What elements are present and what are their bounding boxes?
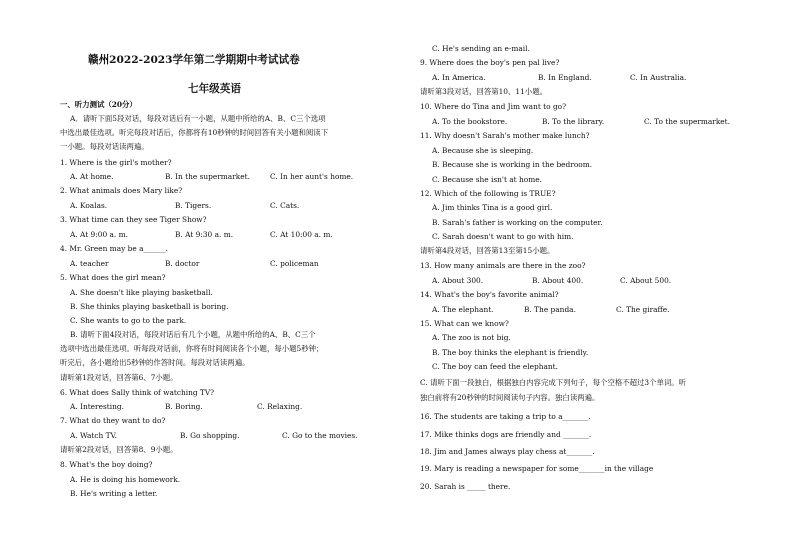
option-4b[interactable]: B. doctor: [165, 259, 200, 268]
dialogue-3-prompt: 请听第3段对话，回答第10、11小题。: [420, 87, 547, 96]
option-12c[interactable]: C. Sarah doesn't want to go with him.: [432, 232, 574, 241]
option-5a[interactable]: A. She doesn't like playing basketball.: [70, 288, 213, 297]
option-9b[interactable]: B. In England.: [538, 73, 592, 82]
option-4a[interactable]: A. teacher: [70, 259, 109, 268]
page-title: 赣州2022-2023学年第二学期期中考试试卷: [88, 54, 300, 66]
option-7c[interactable]: C. Go to the movies.: [282, 431, 358, 440]
option-1b[interactable]: B. In the supermarket.: [165, 172, 250, 181]
question-13: 13. How many animals are there in the zoo?: [420, 261, 586, 270]
option-13c[interactable]: C. About 500.: [620, 276, 672, 285]
option-12b[interactable]: B. Sarah's father is working on the computer.: [432, 218, 603, 227]
question-9: 9. Where does the boy's pen pal live?: [420, 58, 560, 67]
option-2c[interactable]: C. Cats.: [270, 201, 300, 210]
question-16: 16. The students are taking a trip to a_______.: [420, 412, 591, 421]
part-c-instructions-line: C. 请听下面一段独白，根据独白内容完成下列句子，每个空格不超过3个单词。听: [420, 378, 687, 387]
question-2: 2. What animals does Mary like?: [60, 186, 183, 195]
option-8a[interactable]: A. He is doing his homework.: [70, 475, 181, 484]
option-10b[interactable]: B. To the library.: [542, 117, 605, 126]
option-2b[interactable]: B. Tigers.: [175, 201, 212, 210]
option-6b[interactable]: B. Boring.: [165, 402, 203, 411]
option-14b[interactable]: B. The panda.: [524, 305, 576, 314]
question-6: 6. What does Sally think of watching TV?: [60, 388, 215, 397]
option-11b[interactable]: B. Because she is working in the bedroom.: [432, 160, 593, 169]
question-4: 4. Mr. Green may be a______.: [60, 244, 169, 253]
option-13b[interactable]: B. About 400.: [532, 276, 584, 285]
question-8: 8. What's the boy doing?: [60, 460, 153, 469]
question-19: 19. Mary is reading a newspaper for some_______in the village: [420, 464, 654, 473]
part-a-instructions-line: 一小题。每段对话读两遍。: [60, 142, 149, 151]
dialogue-4-prompt: 请听第4段对话，回答第13至第15小题。: [420, 246, 555, 255]
option-14c[interactable]: C. The giraffe.: [616, 305, 670, 314]
question-1: 1. Where is the girl's mother?: [60, 158, 172, 167]
page-subtitle: 七年级英语: [188, 83, 241, 95]
option-8c[interactable]: C. He's sending an e-mail.: [432, 44, 530, 53]
option-5b[interactable]: B. She thinks playing basketball is boring.: [70, 302, 229, 311]
question-5: 5. What does the girl mean?: [60, 273, 166, 282]
option-1c[interactable]: C. In her aunt's home.: [270, 172, 354, 181]
question-7: 7. What do they want to do?: [60, 416, 166, 425]
option-15b[interactable]: B. The boy thinks the elephant is friendly.: [432, 348, 589, 357]
option-15a[interactable]: A. The zoo is not big.: [432, 333, 511, 342]
question-18: 18. Jim and James always play chess at_______.: [420, 447, 595, 456]
part-b-instructions-line: 听完后，各小题给出5秒钟的作答时间。每段对话读两遍。: [60, 358, 250, 367]
part-b-instructions-line: 选项中选出最佳选项。听每段对话前，你将有时间阅读各个小题，每小题5秒钟；: [60, 344, 324, 353]
section-heading-listening: 一、听力测试（20分）: [60, 100, 137, 109]
option-11c[interactable]: C. Because she isn't at home.: [432, 175, 542, 184]
option-1a[interactable]: A. At home.: [70, 172, 114, 181]
dialogue-2-prompt: 请听第2段对话，回答第8、9小题。: [60, 445, 178, 454]
option-6a[interactable]: A. Interesting.: [70, 402, 124, 411]
question-3: 3. What time can they see Tiger Show?: [60, 215, 207, 224]
part-c-instructions-line: 独白前将有20秒钟的时间阅读句子内容。独白读两遍。: [420, 393, 600, 402]
option-4c[interactable]: C. policeman: [270, 259, 319, 268]
option-10c[interactable]: C. To the supermarket.: [644, 117, 731, 126]
question-14: 14. What's the boy's favorite animal?: [420, 290, 559, 299]
question-11: 11. Why doesn't Sarah's mother make lunch?: [420, 131, 590, 140]
option-7b[interactable]: B. Go shopping.: [180, 431, 240, 440]
part-a-instructions-line: 中选出最佳选项。听完每段对话后，你都将有10秒钟的时间回答有关小题和阅读下: [60, 128, 329, 137]
option-11a[interactable]: A. Because she is sleeping.: [432, 146, 534, 155]
option-14a[interactable]: A. The elephant.: [432, 305, 494, 314]
option-15c[interactable]: C. The boy can feed the elephant.: [432, 362, 558, 371]
part-a-instructions-line: A．请听下面5段对话，每段对话后有一小题，从题中所给的A、B、C三个选项: [70, 114, 326, 123]
option-2a[interactable]: A. Koalas.: [70, 201, 108, 210]
question-17: 17. Mike thinks dogs are friendly and _______.: [420, 430, 592, 439]
option-3a[interactable]: A. At 9:00 a. m.: [70, 230, 128, 239]
option-9a[interactable]: A. In America.: [432, 73, 486, 82]
question-20: 20. Sarah is _____ there.: [420, 482, 511, 491]
option-3b[interactable]: B. At 9:30 a. m.: [175, 230, 234, 239]
part-b-instructions-line: B. 请听下面4段对话，每段对话后有几个小题，从题中所给的A、B、C三个: [70, 330, 316, 339]
option-6c[interactable]: C. Relaxing.: [257, 402, 303, 411]
option-10a[interactable]: A. To the bookstore.: [432, 117, 508, 126]
option-9c[interactable]: C. In Australia.: [630, 73, 687, 82]
option-5c[interactable]: C. She wants to go to the park.: [70, 316, 187, 325]
option-7a[interactable]: A. Watch TV.: [70, 431, 117, 440]
question-10: 10. Where do Tina and Jim want to go?: [420, 102, 567, 111]
question-12: 12. Which of the following is TRUE?: [420, 189, 556, 198]
option-8b[interactable]: B. He's writing a letter.: [70, 489, 158, 498]
option-3c[interactable]: C. At 10:00 a. m.: [270, 230, 333, 239]
dialogue-1-prompt: 请听第1段对话，回答第6、7小题。: [60, 373, 178, 382]
option-13a[interactable]: A. About 300.: [432, 276, 484, 285]
question-15: 15. What can we know?: [420, 319, 509, 328]
option-12a[interactable]: A. Jim thinks Tina is a good girl.: [432, 203, 553, 212]
